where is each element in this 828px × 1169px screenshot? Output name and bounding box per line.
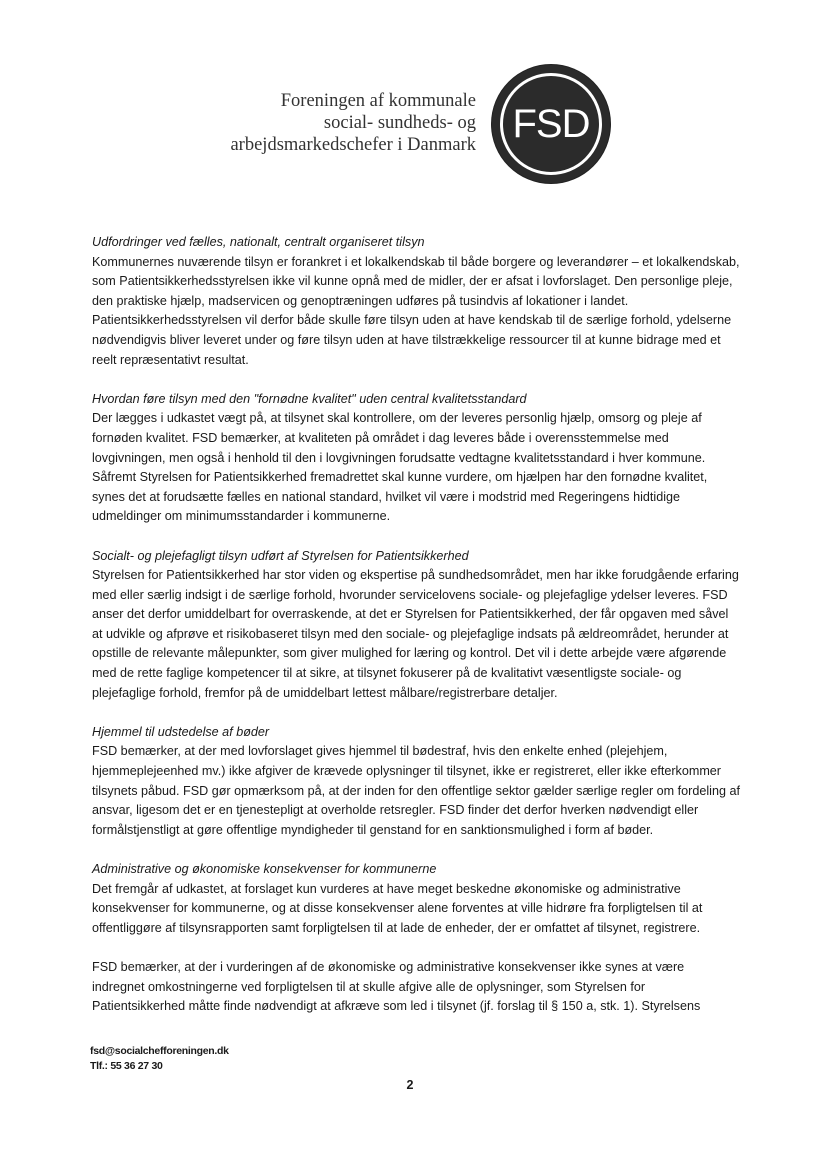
section-heading: Administrative og økonomiske konsekvenser for kommunerne: [92, 862, 437, 876]
section-paragraph: Det fremgår af udkastet, at forslaget kun vurderes at have meget beskedne økonomiske og administrative konsekvenser for kommunerne, og at disse konsekvenser alene forventes at ville hidrøre fra forpligtelsen til at offentliggøre af tilsynsrapporten samt forpligtelsen til at lade de enheder, der er omfattet af tilsynet, registrere.: [92, 881, 703, 935]
fsd-logo: [492, 65, 610, 183]
letterhead: [0, 0, 828, 220]
footer-email: fsd@socialchefforeningen.dk: [90, 1045, 229, 1057]
section-paragraph: Der lægges i udkastet vægt på, at tilsynet skal kontrollere, om der leveres personlig hjælp, omsorg og pleje af fornøden kvalitet. FSD bemærker, at kvaliteten på området i dag leveres både i overensstemmelse med lovgivningen, men også i henhold til den i lovgivningen forudsatte vedtagne kvalitetsstandard i hver kommune. Såfremt Styrelsen for Patientsikkerhed fremadrettet skal kunne vurdere, om hjælpen har den fornødne kvalitet, synes det at forudsætte fælles en national standard, hvilket vil være i modstrid med Regeringens hidtidige udmeldinger om minimumsstandarder i kommunerne.: [92, 411, 708, 524]
section-paragraph: Kommunernes nuværende tilsyn er forankret i et lokalkendskab til både borgere og leverandører – et lokalkendskab, som Patientsikkerhedsstyrelsen ikke vil kunne opnå med de midler, der er afsat i lovforslaget. Den personlige pleje, den praktiske hjælp, madservicen og genoptræningen udføres på tusindvis af lokationer i landet. Patientsikkerhedsstyrelsen vil derfor både skulle føre tilsyn uden at have kendskab til de særlige forhold, ydelserne nødvendigvis bliver leveret under og føre tilsyn uden at have tilstrækkelige ressourcer til at kunne bidrage med et reelt repræsentativt resultat.: [92, 254, 740, 367]
footer-contact: [90, 1044, 229, 1074]
organization-name: [230, 90, 476, 156]
logo-ring: [500, 73, 602, 175]
footer-phone: Tlf.: 55 36 27 30: [90, 1060, 163, 1072]
page-number: 2: [406, 1078, 414, 1092]
org-line: Foreningen af kommunale: [280, 91, 476, 111]
section-paragraph: FSD bemærker, at der med lovforslaget gives hjemmel til bødestraf, hvis den enkelte enhed (plejehjem, hjemmeplejeenhed mv.) ikke afgiver de krævede oplysninger til tilsynet, ikke er registreret, eller ikke efterkommer tilsynets påbud. FSD gør opmærksom på, at der inden for den offentlige sektor gælder særlige regler om fordeling af ansvar, ligesom det er en tjenestepligt at overholde retsregler. FSD finder det derfor hverken nødvendigt eller formålstjenstligt at gøre offentlige myndigheder til genstand for en sanktionsmulighed i form af bøder.: [92, 744, 740, 837]
section-fines: [92, 723, 740, 841]
logo-text: FSD: [512, 101, 590, 146]
section-heading: Socialt- og plejefagligt tilsyn udført af Styrelsen for Patientsikkerhed: [92, 548, 469, 563]
section-consequences: [92, 860, 740, 1017]
section-heading: Hjemmel til udstedelse af bøder: [92, 724, 270, 739]
section-paragraph: FSD bemærker, at der i vurderingen af de økonomiske og administrative konsekvenser ikke synes at være indregnet omkostningerne ved forpligtelsen til at skulle afgive alle de oplysninger, som Styrelsen for Patientsikkerhed måtte finde nødvendigt at afkræve som led i tilsynet (jf. forslag til § 150 a, stk. 1). Styrelsens: [92, 959, 701, 1014]
section-heading: Udfordringer ved fælles, nationalt, centralt organiseret tilsyn: [92, 235, 425, 249]
section-heading: Hvordan føre tilsyn med den "fornødne kvalitet" uden central kvalitetsstandard: [92, 391, 527, 406]
section-paragraph: Styrelsen for Patientsikkerhed har stor viden og ekspertise på sundhedsområdet, men har ikke forudgående erfaring med eller særlig indsigt i de særlige forhold, hvorunder servicelovens sociale- og plejefaglige ydelser leveres. FSD anser det derfor umiddelbart for overraskende, at det er Styrelsen for Patientsikkerhed, der får opgaven med såvel at udvikle og afprøve et risikobaseret tilsyn med den sociale- og plejefaglige indsats på ældreområdet, herunder at opstille de relevante målepunkter, som giver mulighed for læring og kontrol. Det vil i dette arbejde være afgørende med de rette faglige kompetencer til at sikre, at tilsynet fokuserer på de kvalitativt væsentligste sociale- og plejefaglige forhold, fremfor på de umiddelbart lettest målbare/registrerbare detaljer.: [92, 568, 739, 700]
document-body: [92, 233, 740, 1036]
section-quality-standard: [92, 390, 740, 527]
section-care-supervision: [92, 547, 740, 704]
org-line: arbejdsmarkedschefer i Danmark: [230, 135, 476, 155]
section-central-supervision: [92, 233, 740, 370]
org-line: social- sundheds- og: [323, 113, 476, 133]
